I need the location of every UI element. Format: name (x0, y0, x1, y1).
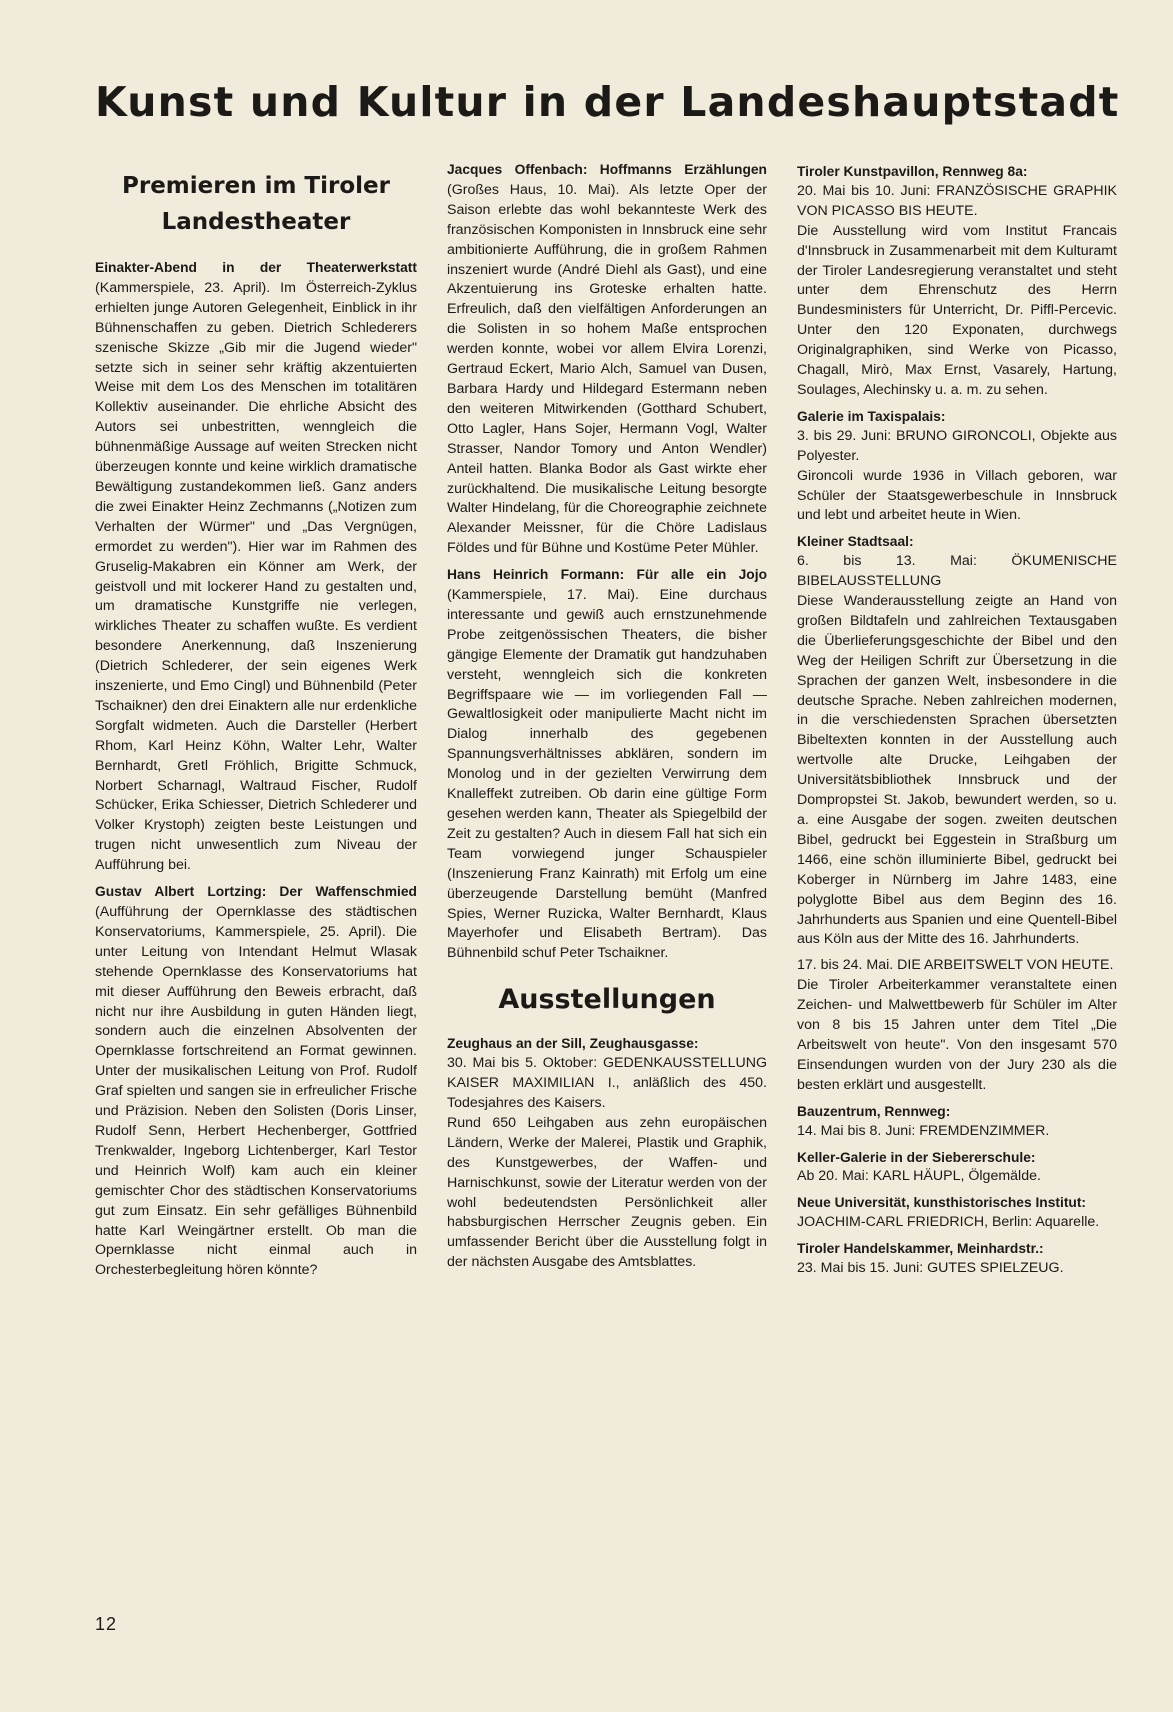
exhibition-arbeitswelt (797, 956, 1117, 1095)
exhibition-bauzentrum (797, 1102, 1117, 1142)
article-lead: Hans Heinrich Formann: Für alle ein Jojo (447, 567, 767, 583)
theater-article-hoffmann (447, 160, 767, 559)
exhibitions-section-heading: Ausstellungen (498, 984, 716, 1016)
exhibition-handelskammer (797, 1239, 1117, 1279)
article-lead: Gustav Albert Lortzing: Der Waffenschmied (95, 884, 417, 900)
exhibition-text: Die Ausstellung wird vom Institut Francais d'Innsbruck in Zusammenarbeit mit dem Kulturamt der Tiroler Landesregierung veranstaltet und steht unter dem Ehrenschutz des Herrn Bundesministers für Unterricht, Dr. Piffl-Percevic. Unter den 120 Exponaten, durchwegs Originalgraphiken, sind Werke von Picasso, Chagall, Mirò, Max Ernst, Vasarely, Hartung, Soulages, Alechinsky u. a. m. zu sehen. (797, 222, 1117, 398)
exhibition-venue: Neue Universität, kunsthistorisches Institut: (797, 1195, 1087, 1211)
exhibition-text: Die Tiroler Arbeiterkammer veranstaltete einen Zeichen- und Malwettbewerb für Schüler im Alter von 8 bis 15 Jahren unter dem Titel „Die Arbeitswelt von heute". Von den insgesamt 570 Einsendungen wurden von der Jury 230 als die besten erklärt und ausgestellt. (797, 977, 1117, 1093)
page-number: 12 (95, 1614, 118, 1634)
exhibition-text: Rund 650 Leihgaben aus zehn europäischen Ländern, Werke der Malerei, Plastik und Graphik, des Kunstgewerbes, der Waffen- und Harnischkunst, sowie der Literatur werden von der wohl bedeutendsten Persönlichkeit aller habsburgischen Herrscher Zeugnis geben. Ein umfassender Bericht über die Ausstellung folgt in der nächsten Ausgabe des Amtsblattes. (447, 1114, 767, 1271)
column-2 (447, 160, 767, 1572)
exhibition-venue: Tiroler Handelskammer, Meinhardstr.: (797, 1241, 1044, 1257)
exhibition-venue: Keller-Galerie in der Siebererschule: (797, 1149, 1036, 1165)
exhibition-keller-galerie (797, 1148, 1117, 1188)
theater-section-heading: Premieren im Tiroler Landestheater (122, 173, 390, 235)
theater-article-einakter (95, 258, 417, 876)
exhibition-date: Ab 20. Mai: KARL HÄUPL, Ölgemälde. (797, 1168, 1041, 1185)
exhibition-date: 20. Mai bis 10. Juni: FRANZÖSISCHE GRAPHIK VON PICASSO BIS HEUTE. (797, 182, 1117, 219)
exhibition-date: 23. Mai bis 15. Juni: GUTES SPIELZEUG. (797, 1260, 1064, 1277)
exhibition-kunstpavillon (797, 162, 1117, 401)
article-body: (Kammerspiele, 17. Mai). Eine durchaus interessante und gewiß auch ernstzunehmende Probe zeitgenössischen Theaters, die bisher gängige Elemente der Dramatik gut handzuhaben versteht, wenngleich sich die konkreten Begriffspaare wie — im vorliegenden Fall — Gewaltlosigkeit oder manipulierte Macht nicht im Dialog innerhalb des gegebenen Spannungsverhältnisses abklären, sondern im Monolog und in der gezielten Verwirrung dem Knalleffekt zutreiben. Ob darin eine gültige Form gesehen werden kann, Theater als Spiegelbild der Zeit zu gestalten? Auch in diesem Fall hat sich ein Team vorwiegend junger Schauspieler (Inszenierung Franz Kainrath) mit Erfolg um eine überzeugende Darstellung bemüht (Manfred Spies, Werner Ruzicka, Walter Bernhardt, Klaus Mayerhofer und Elisabeth Bertram). Das Bühnenbild schuf Peter Tschaikner. (447, 587, 767, 962)
exhibition-date: 3. bis 29. Juni: BRUNO GIRONCOLI, Objekte aus Polyester. (797, 427, 1117, 464)
exhibition-taxispalais (797, 407, 1117, 526)
exhibition-stadtsaal (797, 532, 1117, 950)
exhibition-venue: Kleiner Stadtsaal: (797, 534, 914, 550)
article-lead: Einakter-Abend in der Theaterwerkstatt (95, 260, 417, 275)
exhibition-universitaet (797, 1193, 1117, 1233)
article-body: (Kammerspiele, 23. April). Im Österreich-Zyklus erhielten junge Autoren Gelegenheit, Einblick in ihr Bühnenschaffen zu geben. Dietrich Schlederers szenische Skizze „Gib mir die Jugend wieder" setzte sich in seiner sehr kräftig akzentuierten Weise mit dem Los des Menschen im totalitären Kollektiv auseinander. Die ehrliche Absicht des Autors sei unbestritten, wenngleich die bühnenmäßige Aussage auf weiten Strecken nicht überzeugen konnte und keine wirklich dramatische Bewältigung zustandekommen ließ. Ganz anders die zwei Einakter Heinz Zechmanns („Notizen zum Verhalten der Würmer" und „Das Vergnügen, ermordet zu werden"). Hier war im Rahmen des Gruselig-Makabren ein Könner am Werk, der geistvoll und mit lockerer Hand zu gestalten und, um dramatische Kunstgriffe nie verlegen, wirkliches Theater zu schaffen wußte. Es verdient besondere Anerkennung, daß Inszenierung (Dietrich Schlederer, der sein eigenes Werk inszenierte, und Emo Cingl) und Bühnenbild (Peter Tschaikner) den drei Einaktern alle nur erdenkliche Sorgfalt widmeten. Auch die Darsteller (Herbert Rhom, Karl Heinz Köhn, Walter Lehr, Walter Bernhardt, Gretl Fröhlich, Brigitte Schmuck, Norbert Scharnagl, Waltraud Fischer, Rudolf Schücker, Erika Schiesser, Dietrich Schlederer und Volker Krystoph) zeigten beste Leistungen und trugen nicht unwesentlich zum Niveau der Aufführung bei. (95, 279, 417, 874)
exhibition-venue: Zeughaus an der Sill, Zeughausgasse: (447, 1036, 699, 1052)
exhibition-text: Gironcoli wurde 1936 in Villach geboren, war Schüler der Staatsgewerbeschule in Innsbruck und lebt und arbeitet heute in Wien. (797, 467, 1117, 524)
theater-article-waffenschmied (95, 882, 417, 1281)
exhibition-date: 14. Mai bis 8. Juni: FREMDENZIMMER. (797, 1122, 1050, 1139)
exhibition-venue: Bauzentrum, Rennweg: (797, 1103, 951, 1119)
exhibition-text: Diese Wanderausstellung zeigte an Hand von großen Bildtafeln und zahlreichen Textausgaben die Überlieferungsgeschichte der Bibel und den Weg der Heiligen Schrift zur Übersetzung in die Sprachen der ganzen Welt, insbesondere in die deutsche Sprache. Neben zahlreichen modernen, in die verschiedensten Sprachen übersetzten Bibeltexten konnten in der Ausstellung auch wertvolle alte Drucke, Leihgaben der Universitätsbibliothek Innsbruck und der Dompropstei St. Jakob, bewundert werden, so u. a. eine Ausgabe der sogen. zweiten deutschen Bibel, gedruckt bei Eggestein in Straßburg um 1466, eine schön illuminierte Bibel, gedruckt bei Koberger in Nürnberg im Jahre 1483, eine polyglotte Bibel aus dem Beginn des 16. Jahrhunderts aus Spanien und eine Quentell-Bibel aus Köln aus der Mitte des 16. Jahrhunderts. (797, 593, 1117, 948)
article-body: (Aufführung der Opernklasse des städtischen Konservatoriums, Kammerspiele, 25. April). Die unter Leitung von Intendant Helmut Wlasak stehende Opernklasse des Konservatoriums hat mit dieser Aufführung den Beweis erbracht, daß nicht nur ihre Ausbildung in guten Händen liegt, sondern auch die einzelnen Absolventen der Opernklasse fortschreitend an Format gewinnen. Unter der musikalischen Leitung von Prof. Rudolf Graf spielten und sangen sie in erfreulicher Frische und Präzision. Neben den Solisten (Doris Linser, Rudolf Senn, Herbert Hechenberger, Gottfried Trenkwalder, Ingeborg Lichtenberger, Karl Testor und Heinrich Wolf) kam auch ein kleiner gemischter Chor des städtischen Konservatoriums gut zum Einsatz. Ein sehr gefälliges Bühnenbild hatte Karl Weingärtner erstellt. Ob man die Opernklasse nicht einmal auch in Orchesterbegleitung hören könnte? (95, 904, 417, 1279)
exhibition-date: 30. Mai bis 5. Oktober: GEDENKAUSSTELLUNG KAISER MAXIMILIAN I., anläßlich des 450. Todesjahres des Kaisers. (447, 1055, 767, 1111)
exhibition-date: JOACHIM-CARL FRIEDRICH, Berlin: Aquarelle. (797, 1214, 1100, 1231)
exhibition-venue: Tiroler Kunstpavillon, Rennweg 8a: (797, 164, 1028, 179)
article-lead: Jacques Offenbach: Hoffmanns Erzählungen (447, 162, 767, 177)
column-1 (95, 160, 417, 1572)
exhibition-zeughaus (447, 1034, 767, 1273)
exhibition-venue: Galerie im Taxispalais: (797, 408, 946, 424)
page-title: Kunst und Kultur in der Landeshauptstadt (95, 78, 1120, 126)
exhibition-date: 17. bis 24. Mai. DIE ARBEITSWELT VON HEUTE. (797, 957, 1114, 974)
column-3 (797, 160, 1117, 1572)
article-body: (Großes Haus, 10. Mai). Als letzte Oper der Saison erlebte das wohl bekannteste Werk des französischen Komponisten in Innsbruck eine sehr ambitionierte Aufführung, die in großem Rahmen inszeniert wurde (André Diehl als Gast), und eine Akzentuierung ins Groteske erhalten hatte. Erfreulich, daß den vielfältigen Anforderungen an die Solisten in so hohem Maße entsprochen werden konnte, wobei vor allem Elvira Lorenzi, Gertraud Eckert, Mario Alch, Samuel van Dusen, Barbara Hardy und Hildegard Estermann neben den weiteren Mitwirkenden (Gotthard Schubert, Otto Lagler, Hans Sojer, Hermann Vogl, Walter Strasser, Nandor Tomory und Anton Wendler) Anteil hatten. Blanka Bodor als Gast wirkte eher zurückhaltend. Die musikalische Leitung besorgte Walter Hindelang, für die Choreographie zeichnete Alexander Meissner, für die Chöre Ladislaus Földes und für Bühne und Kostüme Peter Mühler. (447, 181, 767, 557)
theater-article-jojo (447, 565, 767, 964)
exhibition-date: 6. bis 13. Mai: ÖKUMENISCHE BIBELAUSSTELLUNG (797, 553, 1117, 590)
